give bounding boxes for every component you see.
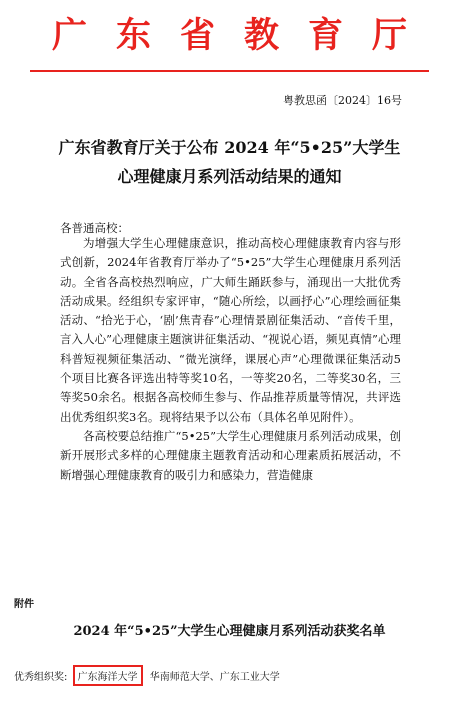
letterhead-red-rule (30, 70, 429, 72)
attachment-label: 附件 (14, 599, 34, 610)
body-paragraph-1: 为增强大学生心理健康意识，推动高校心理健康教育内容与形式创新，2024年省教育厅举办了“5•25”大学生心理健康月系列活动。全省各高校热烈响应，广大师生踊跃参与，涌现出一大批优秀活动成果。经组织专家评审，“随心所绘，以画抒心”心理绘画征集活动、“拾光于心，‘剧’焦青春”心理情景剧征集活动、“音传千里，言入人心”心理健康主题演讲征集活动、“视说心语，频见真情”心理科普短视频征集活动、“微光演绎，课展心声”心理微课征集活动5个项目比赛各评选出特等奖10名，一等奖20名，二等奖30名，三等奖50余名。根据各高校师生参与、作品推荐质量等情况，共评选出优秀组织奖3名。现将结果予以公布（具体名单见附件）。 (60, 236, 401, 424)
attachment-title: 2024 年“5•25”大学生心理健康月系列活动获奖名单 (73, 624, 386, 639)
letterhead-title: 广东省教育厅 (51, 15, 436, 56)
notice-title (20, 133, 439, 191)
notice-title-line-1: 广东省教育厅关于公布 2024 年“5•25”大学生 (58, 138, 401, 157)
award-row-organization (14, 665, 280, 686)
notice-body (60, 234, 401, 485)
attachment-section (0, 583, 459, 715)
salutation: 各普通高校： (60, 221, 129, 235)
document-number: 粤教思函〔2024〕16号 (283, 94, 402, 107)
notice-title-line-2: 心理健康月系列活动结果的通知 (117, 167, 342, 186)
highlighted-winner: 广东海洋大学 (73, 665, 143, 686)
award-label: 优秀组织奖: (14, 672, 68, 683)
other-winners: 华南师范大学、广东工业大学 (149, 672, 280, 683)
body-paragraph-2: 各高校要总结推广“5•25”大学生心理健康月系列活动成果，创新开展形式多样的心理健康主题教育活动和心理素质拓展活动，不断增强心理健康教育的吸引力和感染力，营造健康 (60, 428, 401, 482)
